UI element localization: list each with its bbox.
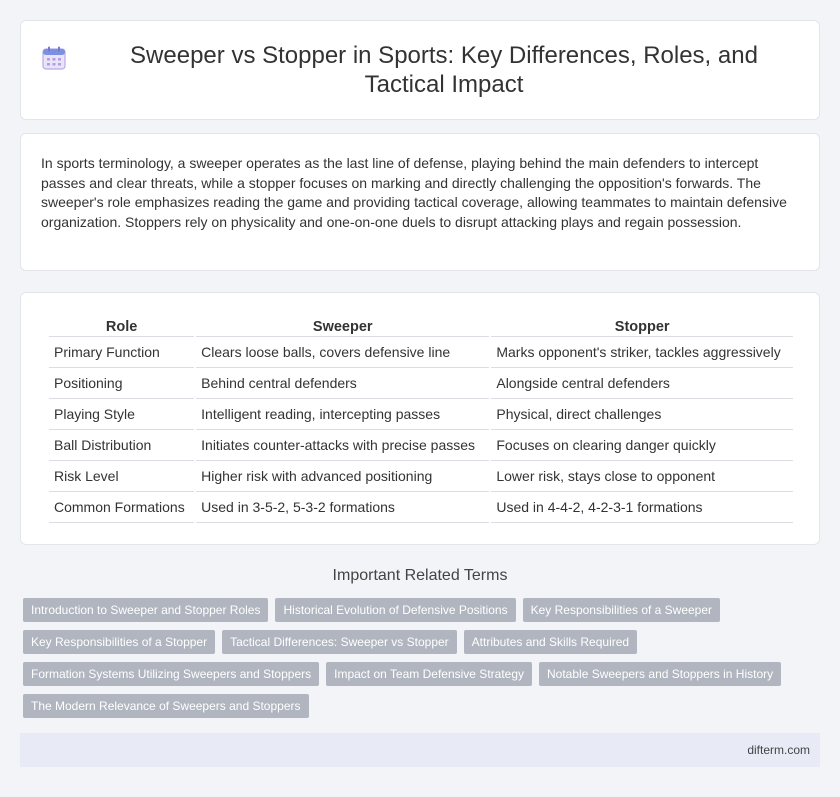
header-role: Role bbox=[49, 315, 194, 337]
stopper-cell: Used in 4-4-2, 4-2-3-1 formations bbox=[491, 492, 793, 523]
table-row bbox=[49, 399, 793, 430]
intro-paragraph: In sports terminology, a sweeper operates as the last line of defense, playing behind the main defenders to intercept passes and clear threats, while a stopper focuses on marking and directly challenging the opposition's forwards. The sweeper's role emphasizes reading the game and providing tactical coverage, allowing teammates to maintain defensive organization. Stoppers rely on physicality and one-on-one duels to disrupt attacking plays and regain possession. bbox=[41, 155, 787, 230]
page-title: Sweeper vs Stopper in Sports: Key Differences, Roles, and Tactical Impact bbox=[130, 42, 758, 98]
sweeper-cell: Intelligent reading, intercepting passes bbox=[196, 399, 489, 430]
row-label: Risk Level bbox=[49, 461, 194, 492]
related-term-tag[interactable]: The Modern Relevance of Sweepers and Stoppers bbox=[23, 694, 309, 718]
related-term-tag[interactable]: Key Responsibilities of a Stopper bbox=[23, 630, 215, 654]
related-term-tag[interactable]: Formation Systems Utilizing Sweepers and Stoppers bbox=[23, 662, 319, 686]
footer-brand[interactable]: difterm.com bbox=[747, 743, 810, 757]
calendar-icon bbox=[41, 45, 67, 71]
table-row bbox=[49, 368, 793, 399]
header-sweeper: Sweeper bbox=[196, 315, 489, 337]
stopper-cell: Marks opponent's striker, tackles aggressively bbox=[491, 337, 793, 368]
row-label: Playing Style bbox=[49, 399, 194, 430]
sweeper-cell: Higher risk with advanced positioning bbox=[196, 461, 489, 492]
row-label: Ball Distribution bbox=[49, 430, 194, 461]
intro-card bbox=[20, 133, 820, 271]
related-term-tag[interactable]: Tactical Differences: Sweeper vs Stopper bbox=[222, 630, 457, 654]
stopper-cell: Focuses on clearing danger quickly bbox=[491, 430, 793, 461]
comparison-table-card bbox=[20, 292, 820, 545]
related-terms-title: Important Related Terms bbox=[332, 567, 508, 584]
row-label: Common Formations bbox=[49, 492, 194, 523]
comparison-table bbox=[47, 315, 795, 523]
sweeper-cell: Clears loose balls, covers defensive line bbox=[196, 337, 489, 368]
footer bbox=[20, 733, 820, 767]
related-term-tag[interactable]: Attributes and Skills Required bbox=[464, 630, 637, 654]
table-row bbox=[49, 492, 793, 523]
sweeper-cell: Behind central defenders bbox=[196, 368, 489, 399]
related-term-tag[interactable]: Introduction to Sweeper and Stopper Roles bbox=[23, 598, 268, 622]
stopper-cell: Lower risk, stays close to opponent bbox=[491, 461, 793, 492]
table-header-row bbox=[49, 315, 793, 337]
sweeper-cell: Used in 3-5-2, 5-3-2 formations bbox=[196, 492, 489, 523]
sweeper-cell: Initiates counter-attacks with precise passes bbox=[196, 430, 489, 461]
table-row bbox=[49, 461, 793, 492]
header-stopper: Stopper bbox=[491, 315, 793, 337]
stopper-cell: Alongside central defenders bbox=[491, 368, 793, 399]
row-label: Positioning bbox=[49, 368, 194, 399]
table-row bbox=[49, 430, 793, 461]
table-row bbox=[49, 337, 793, 368]
related-term-tag[interactable]: Impact on Team Defensive Strategy bbox=[326, 662, 532, 686]
related-term-tag[interactable]: Historical Evolution of Defensive Positions bbox=[275, 598, 515, 622]
related-term-tag[interactable]: Key Responsibilities of a Sweeper bbox=[523, 598, 720, 622]
related-terms-list bbox=[23, 598, 813, 718]
stopper-cell: Physical, direct challenges bbox=[491, 399, 793, 430]
row-label: Primary Function bbox=[49, 337, 194, 368]
related-term-tag[interactable]: Notable Sweepers and Stoppers in History bbox=[539, 662, 781, 686]
header-card bbox=[20, 20, 820, 120]
